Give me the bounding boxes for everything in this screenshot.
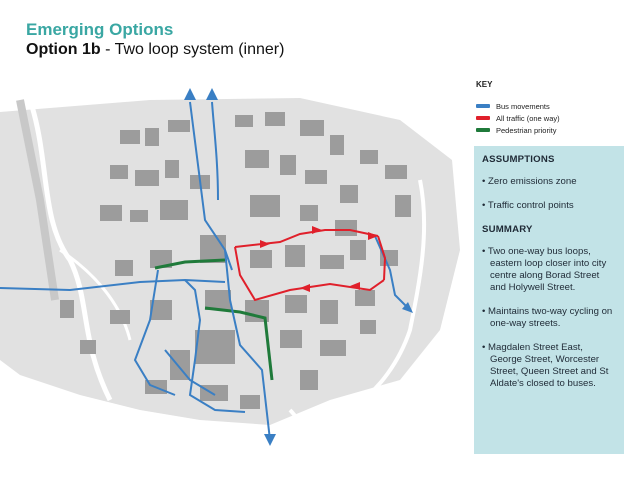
summary-item: • Maintains two-way cycling on one-way streets. — [482, 306, 614, 330]
city-map[interactable] — [0, 72, 474, 472]
assumption-item: • Traffic control points — [482, 200, 614, 212]
assumption-item: • Zero emissions zone — [482, 176, 614, 188]
summary-heading: SUMMARY — [482, 224, 533, 235]
key-item-bus — [476, 100, 560, 112]
pedestrian-swatch — [476, 128, 490, 132]
summary-item: • Magdalen Street East, George Street, Worcester Street, Queen Street and St Aldate's closed to buses. — [482, 342, 614, 390]
key-item-pedestrian — [476, 124, 560, 136]
subtitle-description: - Two loop system (inner) — [100, 41, 285, 58]
bus-swatch — [476, 104, 490, 108]
map-key — [476, 100, 560, 136]
key-title: KEY — [476, 80, 493, 89]
key-label-bus: Bus movements — [496, 101, 550, 111]
page-title: Emerging Options — [26, 20, 174, 39]
key-label-pedestrian: Pedestrian priority — [496, 125, 557, 135]
traffic-swatch — [476, 116, 490, 120]
assumptions-heading: ASSUMPTIONS — [482, 154, 555, 165]
page-subtitle — [26, 41, 284, 59]
key-label-traffic: All traffic (one way) — [496, 113, 560, 123]
summary-item: • Two one-way bus loops, eastern loop closer into city centre along Borad Street and Holywell Street. — [482, 246, 614, 294]
info-panel — [474, 146, 624, 454]
subtitle-option: Option 1b — [26, 41, 101, 58]
key-item-traffic — [476, 112, 560, 124]
